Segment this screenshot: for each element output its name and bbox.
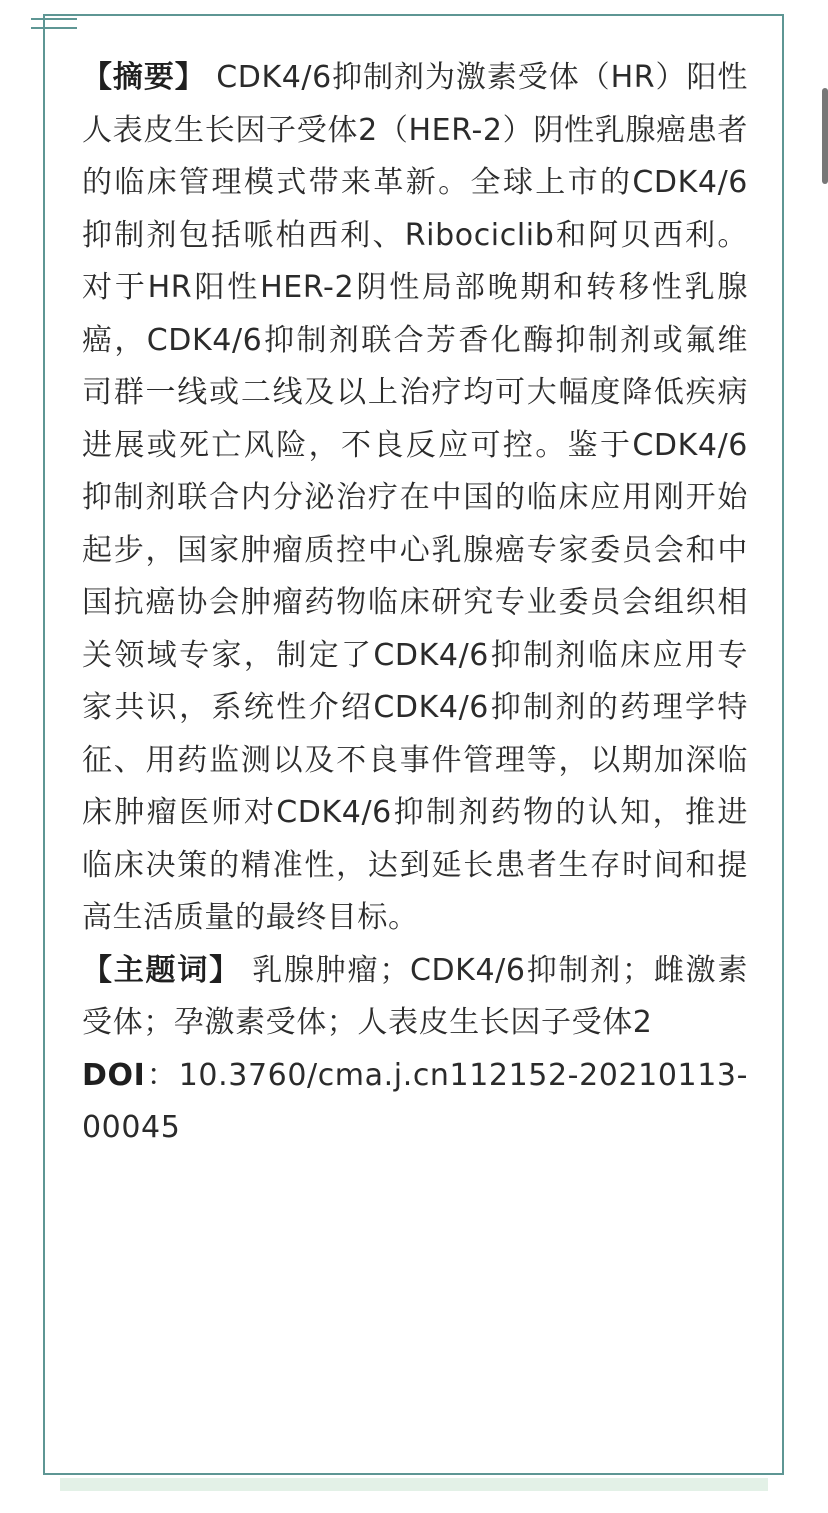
- doi-separator: ：: [145, 1057, 179, 1093]
- doi-label: DOI: [82, 1057, 146, 1093]
- bottom-shadow-band: [60, 1478, 768, 1491]
- article-abstract: [82, 52, 748, 1155]
- doi-paragraph: [82, 1050, 748, 1155]
- keywords-paragraph: [82, 945, 748, 1050]
- scrollbar-thumb[interactable]: [822, 88, 828, 184]
- keywords-label: 【主题词】: [82, 952, 241, 988]
- abstract-label: 【摘要】: [82, 60, 206, 95]
- doi-link[interactable]: 10.3760/cma.j.cn112152-20210113-00045: [82, 1057, 748, 1145]
- abstract-paragraph: [82, 52, 748, 945]
- abstract-text: CDK4/6抑制剂为激素受体（HR）阳性人表皮生长因子受体2（HER-2）阴性乳腺癌患者的临床管理模式带来革新。全球上市的CDK4/6抑制剂包括哌柏西利、Ribociclib和阿贝西利。对于HR阳性HER-2阴性局部晚期和转移性乳腺癌，CDK4/6抑制剂联合芳香化酶抑制剂或氟维司群一线或二线及以上治疗均可大幅度降低疾病进展或死亡风险，不良反应可控。鉴于CDK4/6抑制剂联合内分泌治疗在中国的临床应用刚开始起步，国家肿瘤质控中心乳腺癌专家委员会和中国抗癌协会肿瘤药物临床研究专业委员会组织相关领域专家，制定了CDK4/6抑制剂临床应用专家共识，系统性介绍CDK4/6抑制剂的药理学特征、用药监测以及不良事件管理等，以期加深临床肿瘤医师对CDK4/6抑制剂药物的认知，推进临床决策的精准性，达到延长患者生存时间和提高生活质量的最终目标。: [82, 60, 748, 935]
- keywords-text: 乳腺肿瘤；CDK4/6抑制剂；雌激素受体；孕激素受体；人表皮生长因子受体2: [82, 952, 748, 1040]
